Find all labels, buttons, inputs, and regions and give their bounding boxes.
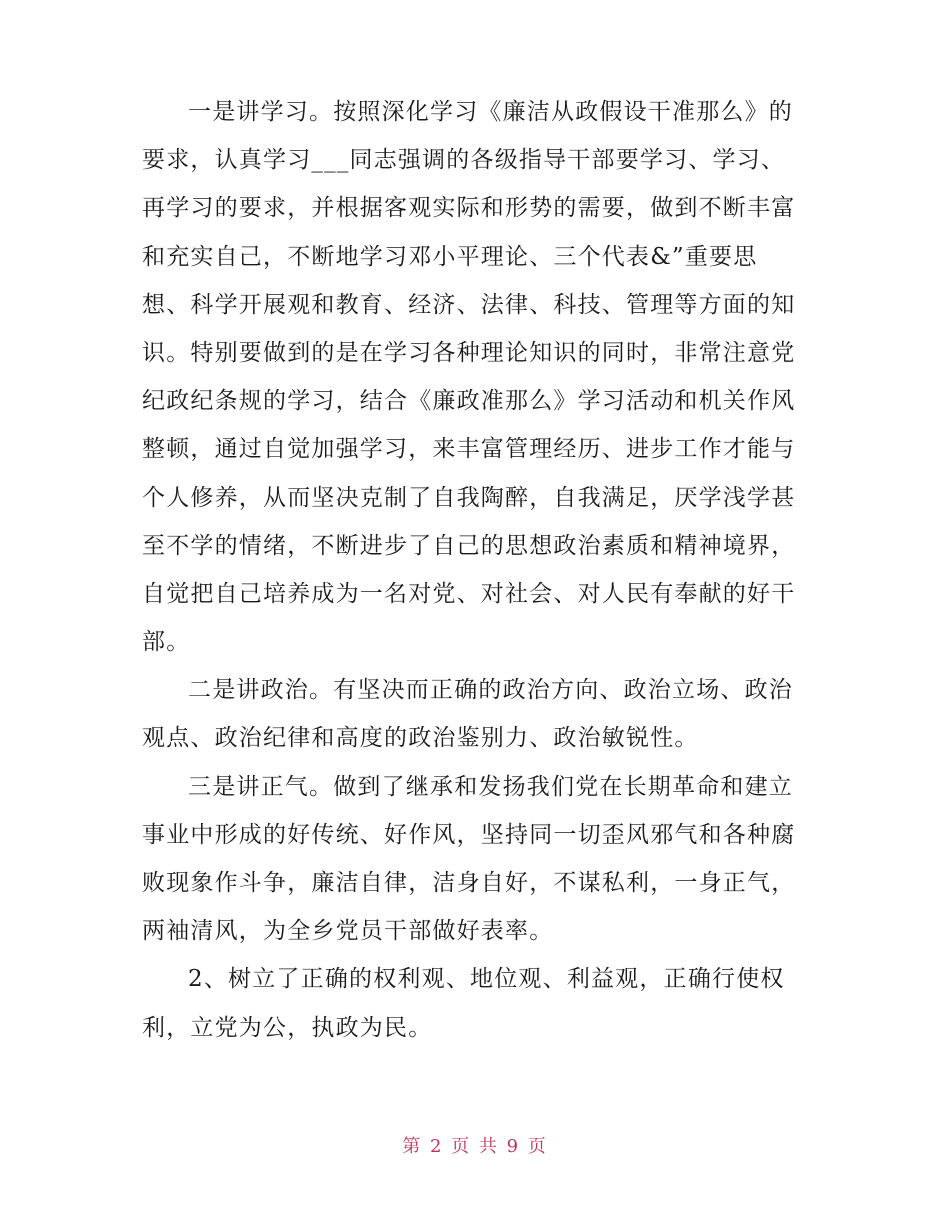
paragraph-line: 再学习的要求，并根据客观实际和形势的需要，做到不断丰富 [142,195,796,222]
paragraph-line: 要求，认真学习___同志强调的各级指导干部要学习、学习、 [142,147,786,174]
paragraph-line: 2、树立了正确的权利观、地位观、利益观，正确行使权 [188,966,785,993]
page-footer [0,1132,950,1158]
paragraph-line: 识。特别要做到的是在学习各种理论知识的同时，非常注意党 [142,339,796,366]
paragraph-line: 部。 [142,629,191,656]
paragraph-line: 纪政纪条规的学习，结合《廉政准那么》学习活动和机关作风 [142,388,796,415]
paragraph-line: 两袖清风，为全乡党员干部做好表率。 [142,918,554,945]
paragraph-line: 想、科学开展观和教育、经济、法律、科技、管理等方面的知 [142,291,796,318]
paragraph-line: 败现象作斗争，廉洁自律，洁身自好，不谋私利，一身正气， [142,870,796,896]
paragraph-line: 至不学的情绪，不断进步了自己的思想政治素质和精神境界， [142,532,796,559]
paragraph-line: 利，立党为公，执政为民。 [142,1014,433,1041]
paragraph-line: 和充实自己，不断地学习邓小平理论、三个代表&”重要思 [142,243,758,270]
paragraph-line: 三是讲正气。做到了继承和发扬我们党在长期革命和建立 [188,773,793,800]
paragraph-line: 观点、政治纪律和高度的政治鉴别力、政治敏锐性。 [142,725,699,752]
paragraph-line: 自觉把自己培养成为一名对党、对社会、对人民有奉献的好干 [142,580,796,607]
paragraph-line: 事业中形成的好传统、好作风，坚持同一切歪风邪气和各种腐 [142,821,796,848]
paragraph-line: 整顿，通过自觉加强学习，来丰富管理经历、进步工作才能与 [142,436,796,463]
paragraph-line: 一是讲学习。按照深化学习《廉洁从政假设干准那么》的 [188,99,793,125]
paragraph-line: 二是讲政治。有坚决而正确的政治方向、政治立场、政治 [188,677,793,704]
paragraph-line: 个人修养，从而坚决克制了自我陶醉，自我满足，厌学浅学甚 [142,484,796,511]
page-number-label: 第 2 页 共 9 页 [402,1136,548,1157]
body-text [142,88,808,1052]
